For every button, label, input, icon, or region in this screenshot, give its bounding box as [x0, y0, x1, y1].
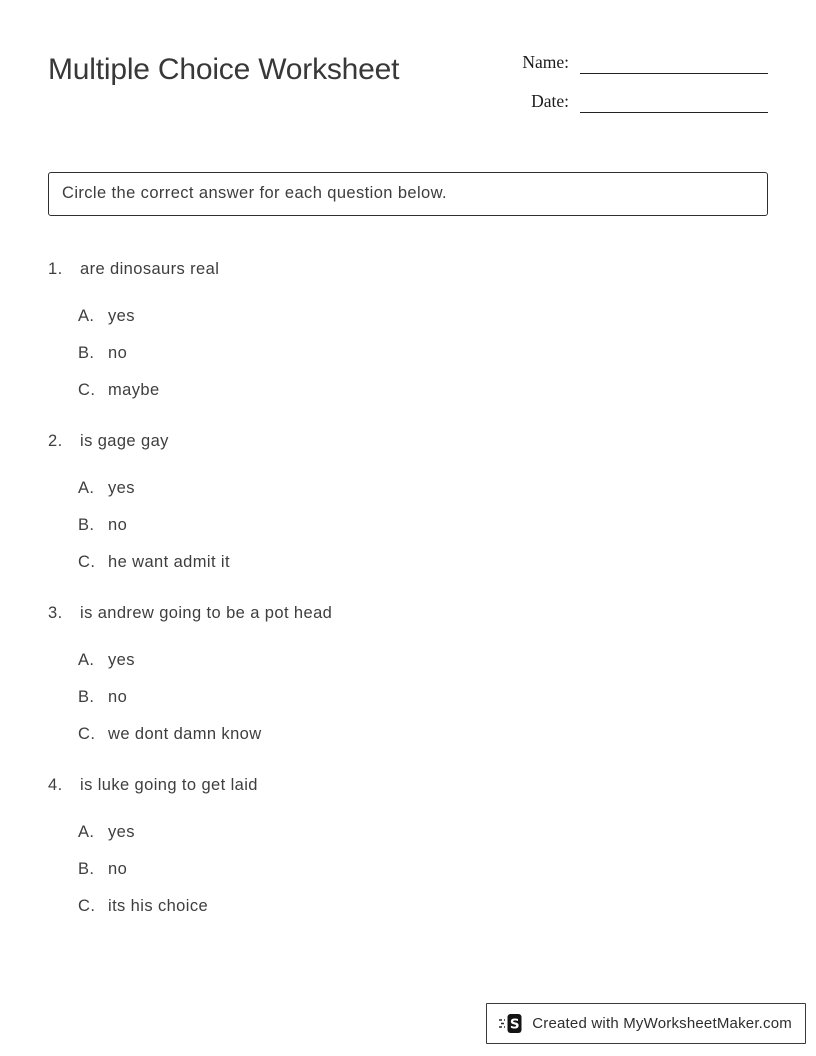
- option-text: no: [108, 344, 128, 362]
- instruction-box: [48, 172, 768, 216]
- option-list: [48, 820, 768, 918]
- option-letter: C.: [78, 381, 96, 399]
- option-text: yes: [108, 651, 135, 669]
- option-letter: B.: [78, 688, 95, 706]
- name-date-block: [518, 48, 768, 128]
- question-3: [48, 601, 768, 746]
- date-label: Date:: [531, 91, 569, 111]
- option-letter: B.: [78, 860, 95, 878]
- option-row: [78, 648, 768, 672]
- name-fill-line: [580, 51, 768, 74]
- option-row: [78, 304, 768, 328]
- option-letter: C.: [78, 897, 96, 915]
- option-list: [48, 476, 768, 574]
- option-text: no: [108, 860, 128, 878]
- option-text: maybe: [108, 381, 160, 399]
- date-fill-line: [580, 90, 768, 113]
- question-number: 1.: [48, 260, 63, 278]
- option-row: [78, 341, 768, 365]
- option-text: yes: [108, 479, 135, 497]
- option-letter: A.: [78, 307, 95, 325]
- question-4: [48, 773, 768, 918]
- option-text: no: [108, 516, 128, 534]
- option-text: yes: [108, 823, 135, 841]
- question-line: [48, 429, 768, 453]
- question-list: [0, 257, 816, 918]
- footer-credit-text: Created with MyWorksheetMaker.com: [532, 1015, 792, 1032]
- option-letter: B.: [78, 516, 95, 534]
- question-line: [48, 257, 768, 281]
- option-letter: C.: [78, 553, 96, 571]
- option-letter: A.: [78, 479, 95, 497]
- footer-credit-badge[interactable]: [486, 1003, 806, 1044]
- option-row: [78, 550, 768, 574]
- option-list: [48, 648, 768, 746]
- question-text: are dinosaurs real: [80, 260, 220, 278]
- option-row: [78, 685, 768, 709]
- question-text: is luke going to get laid: [80, 776, 258, 794]
- name-row: [518, 50, 768, 74]
- option-text: we dont damn know: [108, 725, 262, 743]
- option-letter: B.: [78, 344, 95, 362]
- option-letter: C.: [78, 725, 96, 743]
- option-text: he want admit it: [108, 553, 230, 571]
- option-text: no: [108, 688, 128, 706]
- option-text: yes: [108, 307, 135, 325]
- question-line: [48, 601, 768, 625]
- option-row: [78, 722, 768, 746]
- option-text: its his choice: [108, 897, 209, 915]
- date-row: [518, 89, 768, 113]
- name-label: Name:: [522, 52, 569, 72]
- question-2: [48, 429, 768, 574]
- option-row: [78, 378, 768, 402]
- option-row: [78, 894, 768, 918]
- question-text: is gage gay: [80, 432, 169, 450]
- question-1: [48, 257, 768, 402]
- option-letter: A.: [78, 823, 95, 841]
- option-list: [48, 304, 768, 402]
- question-number: 2.: [48, 432, 63, 450]
- page-title: Multiple Choice Worksheet: [48, 53, 400, 86]
- question-number: 4.: [48, 776, 63, 794]
- question-line: [48, 773, 768, 797]
- instruction-text: Circle the correct answer for each question below.: [62, 184, 448, 202]
- option-letter: A.: [78, 651, 95, 669]
- question-number: 3.: [48, 604, 63, 622]
- option-row: [78, 476, 768, 500]
- option-row: [78, 857, 768, 881]
- svg-text:S: S: [510, 1016, 520, 1033]
- header: [0, 0, 816, 128]
- question-text: is andrew going to be a pot head: [80, 604, 333, 622]
- option-row: [78, 513, 768, 537]
- option-row: [78, 820, 768, 844]
- worksheet-maker-logo-icon: [498, 1012, 523, 1035]
